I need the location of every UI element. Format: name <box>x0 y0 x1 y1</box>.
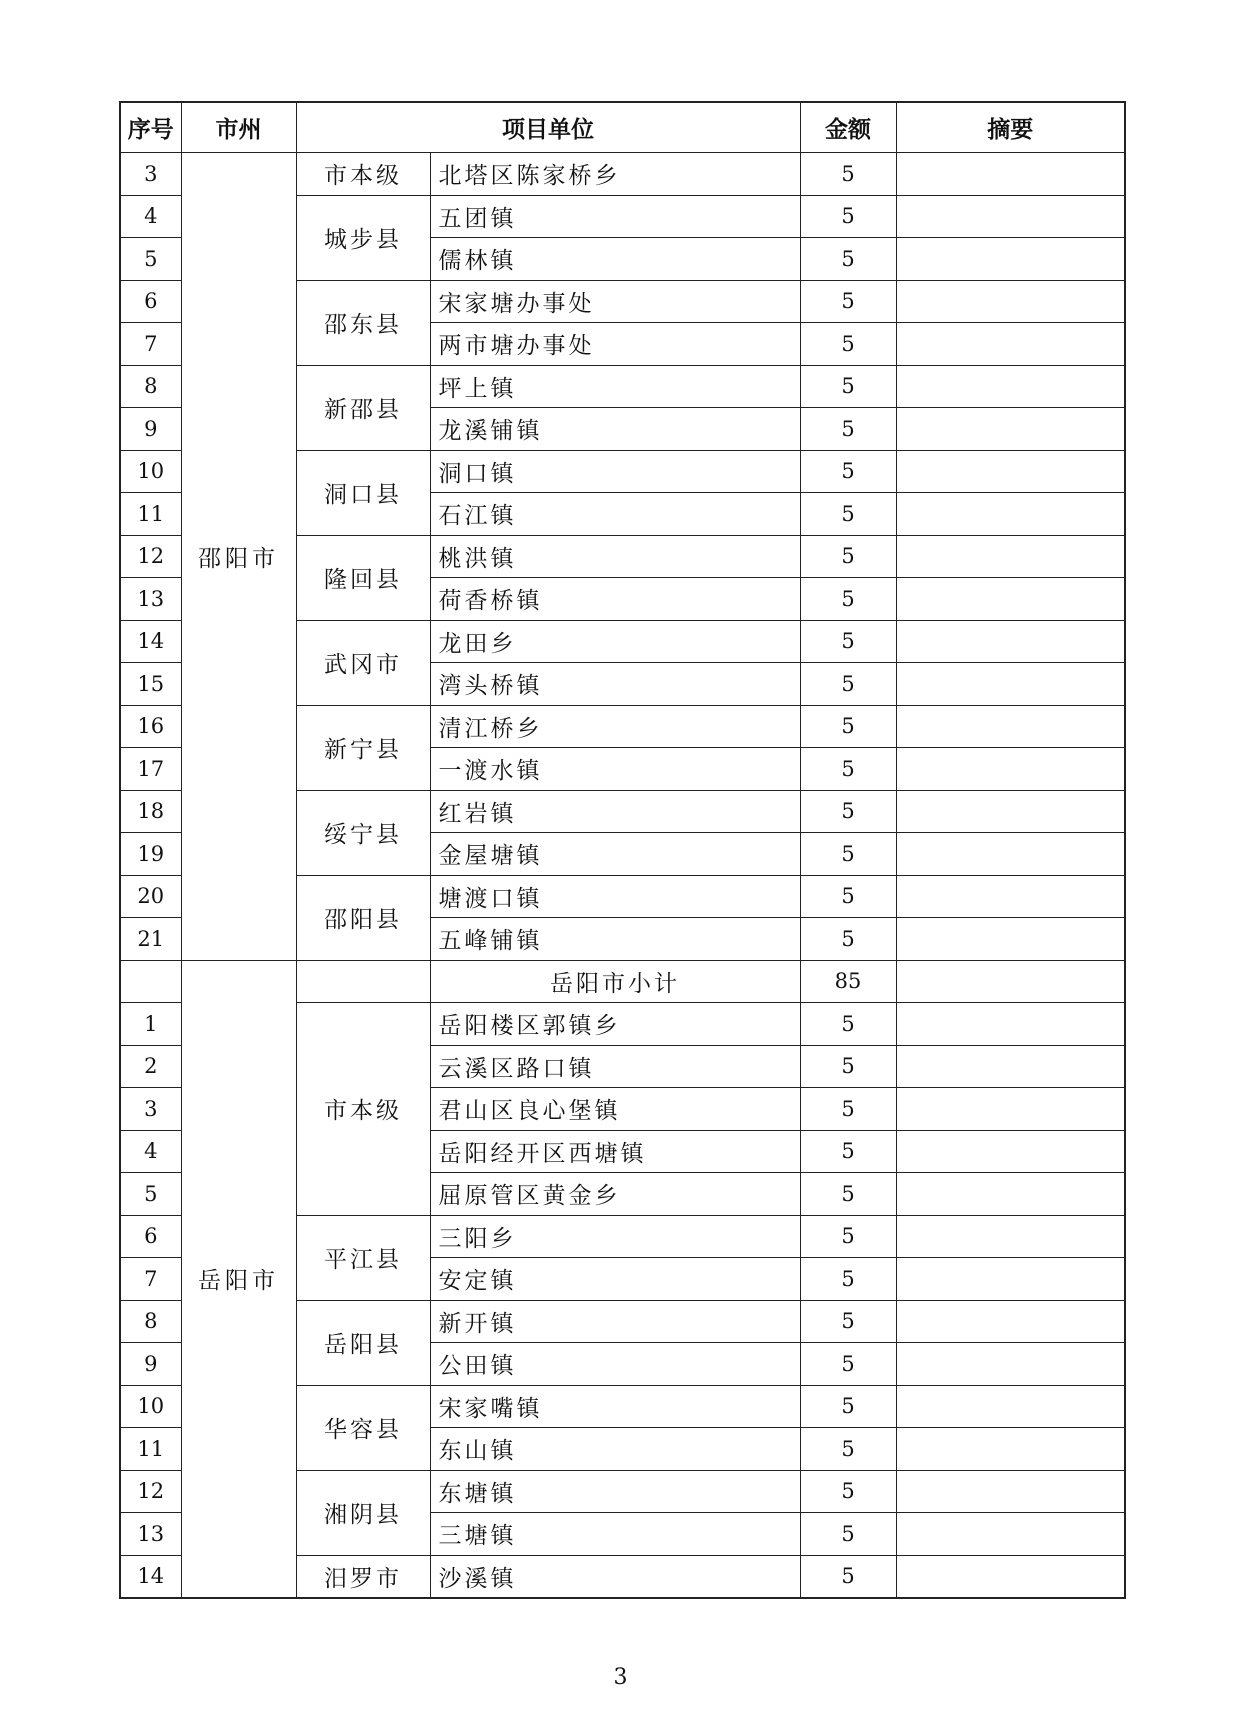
unit-cell: 坪上镇 <box>430 365 800 408</box>
amount-cell: 5 <box>800 153 896 196</box>
summary-cell <box>896 578 1125 621</box>
amount-cell: 5 <box>800 1343 896 1386</box>
header-city: 市州 <box>181 102 296 153</box>
unit-cell: 北塔区陈家桥乡 <box>430 153 800 196</box>
row-seq: 5 <box>120 1173 181 1216</box>
subtotal-row <box>120 960 1125 1003</box>
summary-cell <box>896 748 1125 791</box>
row-seq: 6 <box>120 1215 181 1258</box>
amount-cell: 5 <box>800 1045 896 1088</box>
amount-cell: 5 <box>800 790 896 833</box>
summary-cell <box>896 493 1125 536</box>
unit-cell: 五峰铺镇 <box>430 918 800 961</box>
unit-cell: 一渡水镇 <box>430 748 800 791</box>
unit-cell: 三阳乡 <box>430 1215 800 1258</box>
summary-cell <box>896 1470 1125 1513</box>
summary-cell <box>896 1555 1125 1598</box>
row-seq: 12 <box>120 535 181 578</box>
county-cell: 市本级 <box>296 1003 430 1216</box>
unit-cell: 安定镇 <box>430 1258 800 1301</box>
summary-cell <box>896 450 1125 493</box>
summary-cell <box>896 1428 1125 1471</box>
header-summary: 摘要 <box>896 102 1125 153</box>
row-seq: 11 <box>120 1428 181 1471</box>
row-seq: 10 <box>120 1385 181 1428</box>
unit-cell: 红岩镇 <box>430 790 800 833</box>
amount-cell: 5 <box>800 1003 896 1046</box>
amount-cell: 5 <box>800 323 896 366</box>
unit-cell: 岳阳经开区西塘镇 <box>430 1130 800 1173</box>
unit-cell: 五团镇 <box>430 195 800 238</box>
header-unit: 项目单位 <box>296 102 800 153</box>
header-amount: 金额 <box>800 102 896 153</box>
amount-cell: 5 <box>800 833 896 876</box>
page-number: 3 <box>613 1665 628 1690</box>
amount-cell: 5 <box>800 1088 896 1131</box>
summary-cell <box>896 238 1125 281</box>
amount-cell: 5 <box>800 875 896 918</box>
county-cell: 邵阳县 <box>296 875 430 960</box>
header-row <box>120 102 1125 153</box>
unit-cell: 宋家塘办事处 <box>430 280 800 323</box>
unit-cell: 云溪区路口镇 <box>430 1045 800 1088</box>
county-cell: 华容县 <box>296 1385 430 1470</box>
unit-cell: 洞口镇 <box>430 450 800 493</box>
row-seq: 19 <box>120 833 181 876</box>
unit-cell: 公田镇 <box>430 1343 800 1386</box>
amount-cell: 5 <box>800 1173 896 1216</box>
amount-cell: 5 <box>800 620 896 663</box>
summary-cell <box>896 1045 1125 1088</box>
row-seq: 17 <box>120 748 181 791</box>
row-seq: 8 <box>120 365 181 408</box>
amount-cell: 5 <box>800 663 896 706</box>
summary-cell <box>896 1343 1125 1386</box>
amount-cell: 5 <box>800 1555 896 1598</box>
row-seq: 4 <box>120 1130 181 1173</box>
amount-cell: 5 <box>800 280 896 323</box>
header-seq: 序号 <box>120 102 181 153</box>
row-seq: 9 <box>120 1343 181 1386</box>
amount-cell: 5 <box>800 705 896 748</box>
unit-cell: 龙溪铺镇 <box>430 408 800 451</box>
unit-cell: 两市塘办事处 <box>430 323 800 366</box>
unit-cell: 金屋塘镇 <box>430 833 800 876</box>
amount-cell: 5 <box>800 450 896 493</box>
amount-cell: 5 <box>800 535 896 578</box>
summary-cell <box>896 1385 1125 1428</box>
row-seq: 8 <box>120 1300 181 1343</box>
unit-cell: 湾头桥镇 <box>430 663 800 706</box>
row-seq <box>120 960 181 1003</box>
row-seq: 18 <box>120 790 181 833</box>
allocation-table <box>119 101 1126 1599</box>
summary-cell <box>896 535 1125 578</box>
row-seq: 14 <box>120 620 181 663</box>
row-seq: 9 <box>120 408 181 451</box>
county-cell: 新宁县 <box>296 705 430 790</box>
row-seq: 3 <box>120 1088 181 1131</box>
row-seq: 3 <box>120 153 181 196</box>
unit-cell: 石江镇 <box>430 493 800 536</box>
row-seq: 4 <box>120 195 181 238</box>
table-row <box>120 153 1125 196</box>
summary-cell <box>896 195 1125 238</box>
amount-cell: 5 <box>800 1385 896 1428</box>
summary-cell <box>896 960 1125 1003</box>
amount-cell: 5 <box>800 1258 896 1301</box>
summary-cell <box>896 153 1125 196</box>
county-cell: 隆回县 <box>296 535 430 620</box>
summary-cell <box>896 1215 1125 1258</box>
row-seq: 1 <box>120 1003 181 1046</box>
county-cell: 岳阳县 <box>296 1300 430 1385</box>
amount-cell: 5 <box>800 578 896 621</box>
amount-cell: 5 <box>800 1300 896 1343</box>
amount-cell: 5 <box>800 1130 896 1173</box>
county-cell: 绥宁县 <box>296 790 430 875</box>
unit-cell: 君山区良心堡镇 <box>430 1088 800 1131</box>
amount-cell: 5 <box>800 238 896 281</box>
unit-cell: 桃洪镇 <box>430 535 800 578</box>
unit-cell: 宋家嘴镇 <box>430 1385 800 1428</box>
row-seq: 6 <box>120 280 181 323</box>
unit-cell: 塘渡口镇 <box>430 875 800 918</box>
county-cell: 汨罗市 <box>296 1555 430 1598</box>
summary-cell <box>896 705 1125 748</box>
county-cell: 洞口县 <box>296 450 430 535</box>
county-cell: 城步县 <box>296 195 430 280</box>
amount-cell: 5 <box>800 748 896 791</box>
county-cell: 市本级 <box>296 153 430 196</box>
summary-cell <box>896 833 1125 876</box>
summary-cell <box>896 408 1125 451</box>
summary-cell <box>896 663 1125 706</box>
unit-cell: 清江桥乡 <box>430 705 800 748</box>
unit-cell: 新开镇 <box>430 1300 800 1343</box>
amount-cell: 5 <box>800 1470 896 1513</box>
amount-cell: 5 <box>800 195 896 238</box>
city-cell: 邵阳市 <box>181 153 296 961</box>
summary-cell <box>896 365 1125 408</box>
county-cell: 新邵县 <box>296 365 430 450</box>
summary-cell <box>896 1003 1125 1046</box>
amount-cell: 5 <box>800 918 896 961</box>
summary-cell <box>896 280 1125 323</box>
unit-cell: 东塘镇 <box>430 1470 800 1513</box>
county-cell: 平江县 <box>296 1215 430 1300</box>
row-seq: 16 <box>120 705 181 748</box>
row-seq: 7 <box>120 1258 181 1301</box>
summary-cell <box>896 1300 1125 1343</box>
row-seq: 10 <box>120 450 181 493</box>
unit-cell: 龙田乡 <box>430 620 800 663</box>
subtotal-label: 岳阳市小计 <box>430 960 800 1003</box>
amount-cell: 5 <box>800 408 896 451</box>
amount-cell: 5 <box>800 365 896 408</box>
summary-cell <box>896 790 1125 833</box>
amount-cell: 5 <box>800 1428 896 1471</box>
unit-cell: 荷香桥镇 <box>430 578 800 621</box>
county-cell: 武冈市 <box>296 620 430 705</box>
row-seq: 13 <box>120 1513 181 1556</box>
row-seq: 11 <box>120 493 181 536</box>
summary-cell <box>896 1130 1125 1173</box>
summary-cell <box>896 620 1125 663</box>
county-cell: 湘阴县 <box>296 1470 430 1555</box>
row-seq: 2 <box>120 1045 181 1088</box>
unit-cell: 岳阳楼区郭镇乡 <box>430 1003 800 1046</box>
row-seq: 15 <box>120 663 181 706</box>
summary-cell <box>896 1088 1125 1131</box>
row-seq: 13 <box>120 578 181 621</box>
row-seq: 14 <box>120 1555 181 1598</box>
row-seq: 7 <box>120 323 181 366</box>
summary-cell <box>896 1513 1125 1556</box>
row-seq: 21 <box>120 918 181 961</box>
unit-cell: 沙溪镇 <box>430 1555 800 1598</box>
amount-cell: 5 <box>800 493 896 536</box>
summary-cell <box>896 1258 1125 1301</box>
county-cell: 邵东县 <box>296 280 430 365</box>
unit-cell: 儒林镇 <box>430 238 800 281</box>
summary-cell <box>896 918 1125 961</box>
summary-cell <box>896 323 1125 366</box>
unit-cell: 东山镇 <box>430 1428 800 1471</box>
city-cell: 岳阳市 <box>181 960 296 1598</box>
summary-cell <box>896 1173 1125 1216</box>
row-seq: 12 <box>120 1470 181 1513</box>
summary-cell <box>896 875 1125 918</box>
unit-cell: 三塘镇 <box>430 1513 800 1556</box>
row-seq: 20 <box>120 875 181 918</box>
amount-cell: 5 <box>800 1215 896 1258</box>
amount-cell: 5 <box>800 1513 896 1556</box>
row-seq: 5 <box>120 238 181 281</box>
county-cell <box>296 960 430 1003</box>
unit-cell: 屈原管区黄金乡 <box>430 1173 800 1216</box>
subtotal-amount: 85 <box>800 960 896 1003</box>
